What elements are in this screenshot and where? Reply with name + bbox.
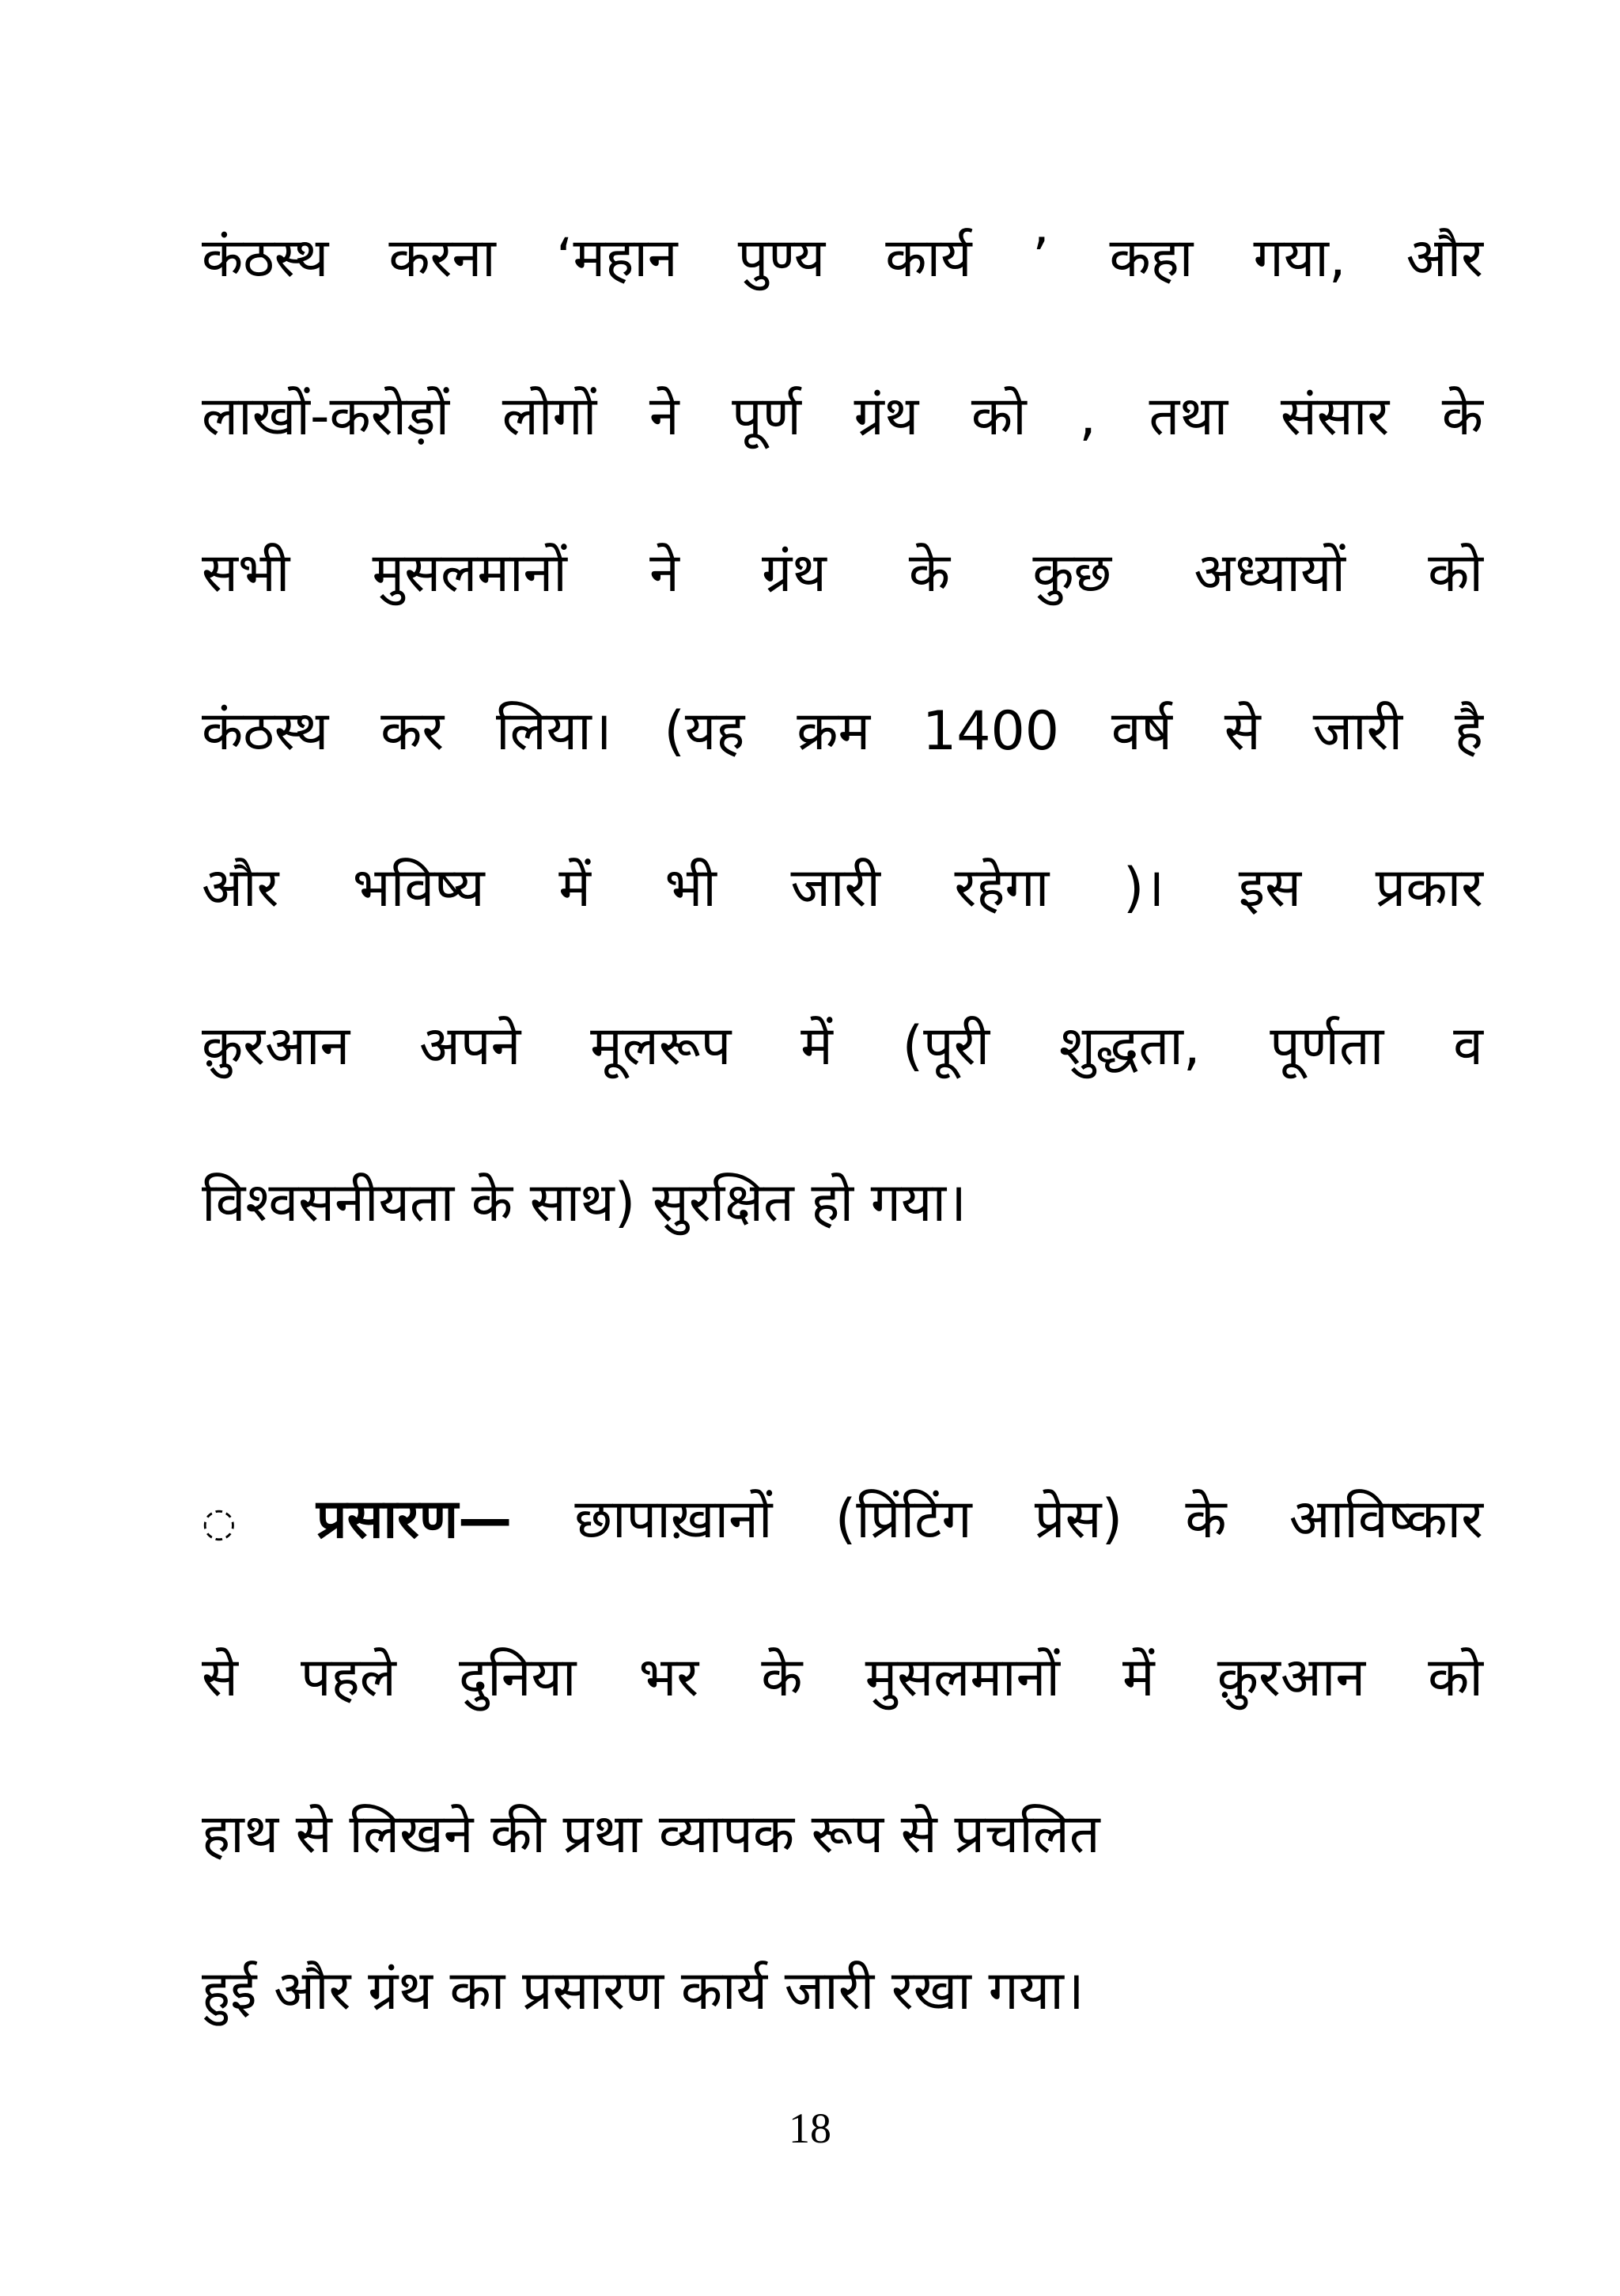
paragraph-2-line-1-text: छापाख़ानों (प्रिंटिंग प्रेस) के आविष्कार — [574, 1488, 1483, 1551]
paragraph-1-line-7: विश्वसनीयता के साथ) सुरक्षित हो गया। — [202, 1172, 967, 1234]
paragraph-1-line-2: लाखों-करोड़ों लोगों ने पूर्ण ग्रंथ को , तथा संसार के — [202, 385, 1483, 448]
paragraph-1-line-1: कंठस्थ करना ‘महान पुण्य कार्य ’ कहा गया, और — [202, 227, 1483, 290]
paragraph-2-line-1 — [202, 1476, 1483, 1563]
paragraph-2-line-4: हुई और ग्रंथ का प्रसारण कार्य जारी रखा गया। — [202, 1960, 1084, 2022]
paragraph-2-line-2: से पहले दुनिया भर के मुसलमानों में क़ुरआन को — [202, 1646, 1483, 1709]
page-number: 18 — [789, 2105, 831, 2152]
paragraph-1-line-3: सभी मुसलमानों ने ग्रंथ के कुछ अध्यायों को — [202, 542, 1483, 604]
bullet-icon: ◌ — [202, 1499, 237, 1546]
paragraph-2-line-3: हाथ से लिखने की प्रथा व्यापक रूप से प्रचलित — [202, 1803, 1100, 1866]
paragraph-1-line-5: और भविष्य में भी जारी रहेगा )। इस प्रकार — [202, 857, 1483, 919]
paragraph-1-line-6: क़ुरआन अपने मूलरूप में (पूरी शुद्धता, पूर्णता व — [202, 1015, 1483, 1078]
paragraph-1-line-4: कंठस्थ कर लिया। (यह क्रम 1400 वर्ष से जारी है — [202, 700, 1483, 763]
section-heading: प्रसारण— — [316, 1488, 513, 1551]
